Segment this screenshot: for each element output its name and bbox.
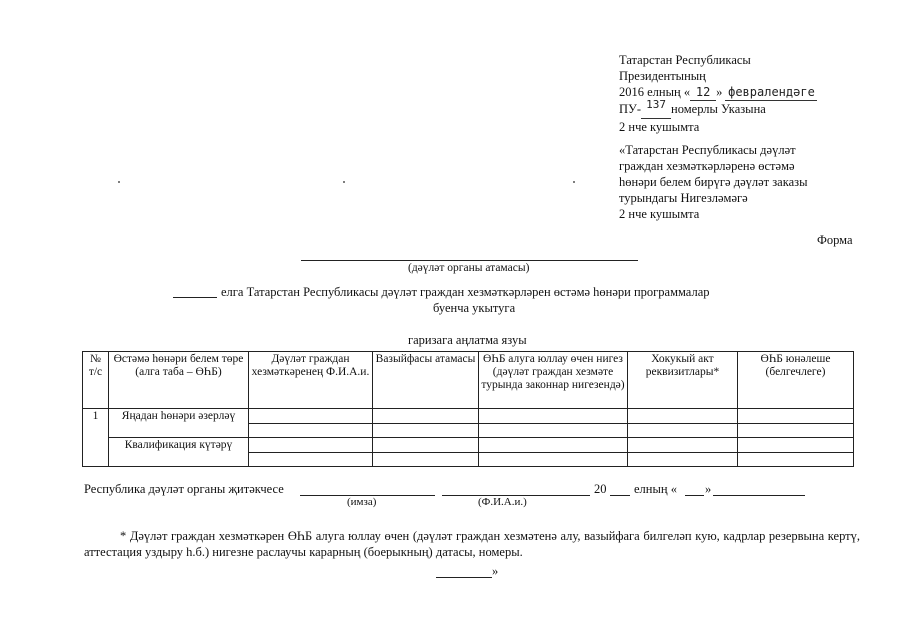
signature-year-suffix: елның « (634, 482, 677, 496)
row-number: 1 (83, 409, 109, 467)
cell-employee-name[interactable] (249, 409, 373, 424)
cell-basis[interactable] (479, 438, 628, 453)
row-type-retraining: Яңадан һөнәри әзерләү (109, 409, 249, 438)
heading-line-2: буенча укытуга (433, 301, 516, 315)
cell-position[interactable] (373, 453, 479, 467)
cell-direction[interactable] (738, 438, 854, 453)
decree-suffix: номерлы Указына (671, 102, 766, 116)
signature-label: Республика дәүләт органы җитәкчесе (84, 482, 284, 496)
header-position: Вазыйфасы атамасы (373, 352, 479, 409)
heading-line-1: елга Татарстан Республикасы дәүләт граждан хезмәткәрләрен өстәмә һөнәри программалар (221, 285, 710, 299)
month-line[interactable] (713, 495, 805, 496)
header-employee-name: Дәүләт граждан хезмәткәренең Ф.И.А.и. (249, 352, 373, 409)
approval-line-1: Татарстан Республикасы (619, 53, 751, 67)
year-line[interactable] (610, 495, 630, 496)
approval-decree-line (619, 98, 817, 119)
cell-legal-act[interactable] (628, 424, 738, 438)
approval-day: 12 (690, 84, 716, 101)
closing-quote: » (492, 564, 499, 578)
approval-quote-close: » (716, 85, 723, 99)
cell-position[interactable] (373, 424, 479, 438)
cell-basis[interactable] (479, 453, 628, 467)
cell-legal-act[interactable] (628, 409, 738, 424)
approval-year: 2016 елның « (619, 85, 691, 99)
closing-line (436, 577, 492, 578)
row-type-qualification: Квалификация күтәрү (109, 438, 249, 467)
table-row (83, 409, 854, 424)
application-table (82, 351, 854, 467)
signature-quote-close: » (705, 482, 712, 496)
scan-speck (118, 181, 120, 183)
regulation-line-1: «Татарстан Республикасы дәүләт (619, 143, 796, 157)
cell-position[interactable] (373, 438, 479, 453)
approval-month: февралендәге (725, 84, 817, 101)
table-header-row (83, 352, 854, 409)
regulation-block (619, 142, 808, 222)
cell-employee-name[interactable] (249, 438, 373, 453)
decree-number-slot (641, 98, 671, 119)
regulation-line-3: һөнәри белем бирүгә дәүләт заказы (619, 175, 808, 189)
cell-employee-name[interactable] (249, 424, 373, 438)
cell-basis[interactable] (479, 424, 628, 438)
form-label: Форма (817, 233, 853, 247)
cell-employee-name[interactable] (249, 453, 373, 467)
signature-year-prefix: 20 (594, 482, 607, 496)
scan-speck (343, 181, 345, 183)
table-row (83, 438, 854, 453)
regulation-line-2: граждан хезмәткәрләренә өстәмә (619, 159, 795, 173)
name-caption: (Ф.И.А.и.) (478, 496, 527, 508)
sign-caption: (имза) (347, 496, 377, 508)
header-legal-act: Хокукый акт реквизитлары* (628, 352, 738, 409)
cell-direction[interactable] (738, 409, 854, 424)
scan-speck (573, 181, 575, 183)
cell-legal-act[interactable] (628, 438, 738, 453)
cell-legal-act[interactable] (628, 453, 738, 467)
header-basis: ӨҺБ алуга юллау өчен нигез (дәүләт граждан хезмәте турында законнар нигезендә) (479, 352, 628, 409)
footnote: * Дәүләт граждан хезмәткәрен ӨҺБ алуга юллау өчен (дәүләт граждан хезмәтенә алу, вазыйфага билгеләп кую, кадрлар резервына кертү, аттестация уздыру h.б.) нигезне раслаучы карарның (боерыкның) датасы, номеры. (84, 529, 860, 559)
regulation-line-4: турындагы Нигезләмәгә (619, 191, 748, 205)
header-number: № т/с (83, 352, 109, 409)
approval-line-2: Президентының (619, 69, 706, 83)
subtitle: гаризага аңлатма язуы (408, 333, 527, 347)
organ-caption: (дәүләт органы атамасы) (408, 262, 530, 274)
cell-direction[interactable] (738, 453, 854, 467)
organ-name-line (301, 260, 638, 261)
approval-block (619, 52, 817, 135)
approval-annex: 2 нче кушымта (619, 120, 700, 134)
decree-prefix: ПУ- (619, 102, 642, 116)
cell-direction[interactable] (738, 424, 854, 438)
cell-basis[interactable] (479, 409, 628, 424)
regulation-annex: 2 нче кушымта (619, 207, 700, 221)
header-direction: ӨҺБ юнәлеше (белгечлеге) (738, 352, 854, 409)
decree-number: 137 (646, 98, 666, 111)
cell-position[interactable] (373, 409, 479, 424)
day-line[interactable] (685, 495, 704, 496)
header-education-type: Өстәмә һөнәри белем төре (алга таба – ӨҺБ) (109, 352, 249, 409)
year-blank-line (173, 297, 217, 298)
